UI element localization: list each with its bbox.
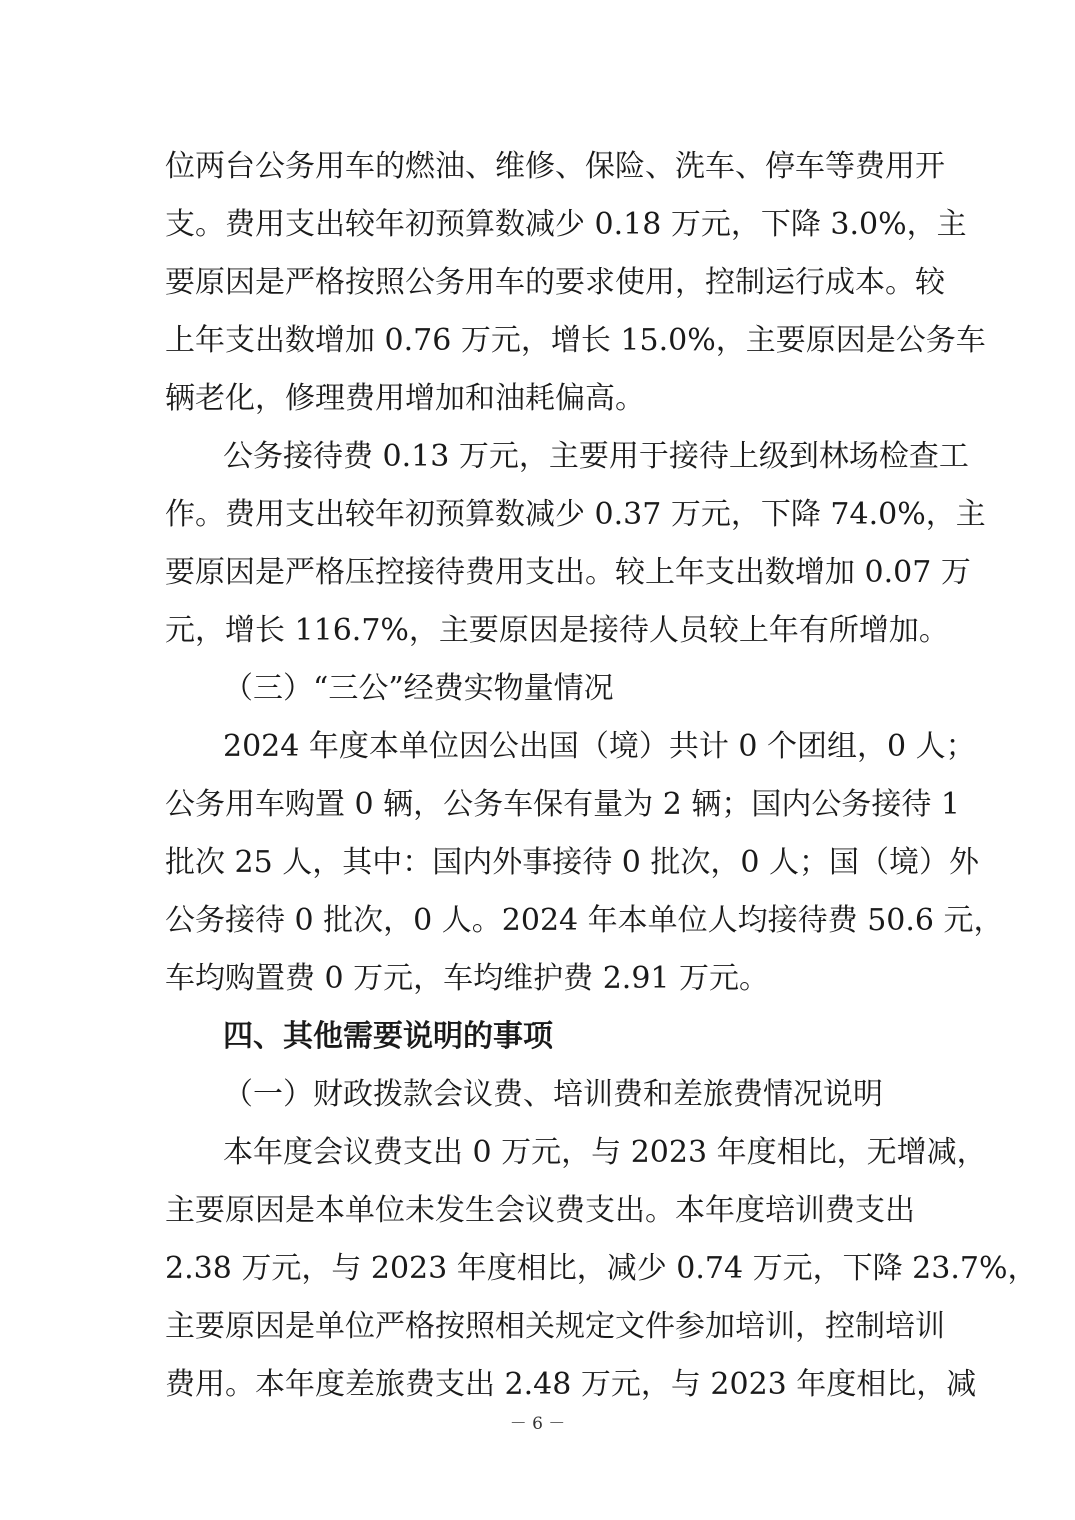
text-line: 位两台公务用车的燃油、维修、保险、洗车、停车等费用开 (165, 149, 945, 184)
text-line: 作。费用支出较年初预算数减少 0.37 万元，下降 74.0%，主 (165, 497, 986, 532)
text-line: 元，增长 116.7%，主要原因是接待人员较上年有所增加。 (165, 613, 949, 648)
text-line: 公务用车购置 0 辆，公务车保有量为 2 辆；国内公务接待 1 (165, 787, 960, 822)
paragraph-reception-fee (165, 428, 986, 660)
text-line: 辆老化，修理费用增加和油耗偏高。 (165, 381, 645, 416)
text-line: 公务接待费 0.13 万元，主要用于接待上级到林场检查工 (223, 439, 969, 474)
text-line: 要原因是严格按照公务用车的要求使用，控制运行成本。较 (165, 265, 945, 300)
text-line: 批次 25 人，其中：国内外事接待 0 批次，0 人；国（境）外 (165, 845, 980, 880)
text-line: 2.38 万元，与 2023 年度相比，减少 0.74 万元，下降 23.7%， (165, 1251, 1038, 1286)
paragraph-meeting-training-travel (165, 1124, 1038, 1414)
text-line: 2024 年度本单位因公出国（境）共计 0 个团组，0 人； (223, 729, 976, 764)
document-body (165, 138, 1038, 1414)
page-number: － 6 － (509, 1414, 566, 1434)
section-heading: 四、其他需要说明的事项 (223, 1019, 553, 1054)
text-line: 本年度会议费支出 0 万元，与 2023 年度相比，无增减， (223, 1135, 987, 1170)
text-line: 上年支出数增加 0.76 万元，增长 15.0%，主要原因是公务车 (165, 323, 986, 358)
section-subheading: （一）财政拨款会议费、培训费和差旅费情况说明 (223, 1077, 883, 1112)
paragraph-vehicle-operation (165, 138, 986, 428)
text-line: 主要原因是本单位未发生会议费支出。本年度培训费支出 (165, 1193, 915, 1228)
text-line: 费用。本年度差旅费支出 2.48 万元，与 2023 年度相比，减 (165, 1367, 977, 1402)
text-line: 主要原因是单位严格按照相关规定文件参加培训，控制培训 (165, 1309, 945, 1344)
section-subheading: （三）“三公”经费实物量情况 (223, 671, 614, 706)
text-line: 公务接待 0 批次，0 人。2024 年本单位人均接待费 50.6 元， (165, 903, 1004, 938)
text-line: 车均购置费 0 万元，车均维护费 2.91 万元。 (165, 961, 770, 996)
paragraph-physical-quantity (165, 718, 1004, 1008)
text-line: 要原因是严格压控接待费用支出。较上年支出数增加 0.07 万 (165, 555, 971, 590)
text-line: 支。费用支出较年初预算数减少 0.18 万元，下降 3.0%，主 (165, 207, 967, 242)
